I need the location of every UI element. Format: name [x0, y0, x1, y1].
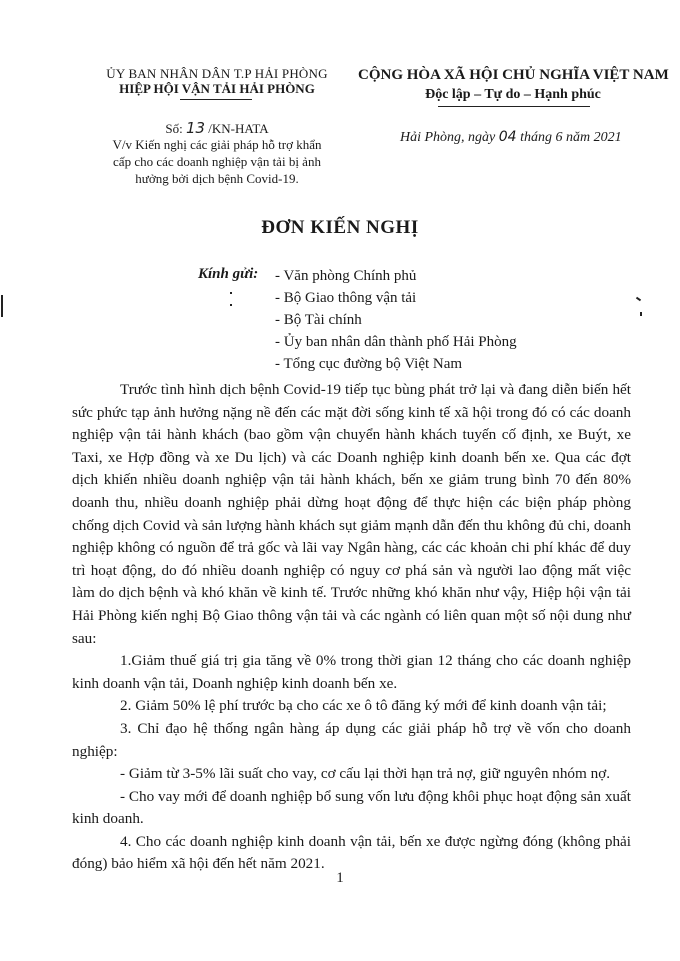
item-3a: - Giảm từ 3-5% lãi suất cho vay, cơ cấu lại thời hạn trả nợ, giữ nguyên nhóm nợ. — [120, 765, 611, 783]
document-title: ĐƠN KIẾN NGHỊ — [261, 217, 419, 238]
scan-dot — [230, 304, 232, 306]
subject — [92, 136, 342, 187]
document-number — [92, 120, 342, 137]
scan-edge-mark — [1, 295, 3, 317]
scan-dot — [230, 292, 232, 294]
item-3: 3. Chỉ đạo hệ thống ngân hàng áp dụng các giải pháp hỗ trợ về vốn cho doanh nghiệp: — [72, 719, 631, 760]
national-motto: Độc lập – Tự do – Hạnh phúc — [425, 87, 601, 102]
page-number: 1 — [336, 870, 344, 886]
item-1: 1.Giảm thuế giá trị gia tăng về 0% trong thời gian 12 tháng cho các doanh nghiệp kinh doanh vận tải, Doanh nghiệp kinh doanh bến xe. — [72, 652, 631, 692]
org-underline — [180, 99, 252, 100]
recipient-item: - Tổng cục đường bộ Việt Nam — [275, 356, 463, 372]
recipient-item: - Bộ Tài chính — [275, 312, 362, 328]
date-prefix: Hải Phòng, ngày — [400, 130, 496, 145]
motto-underline — [438, 106, 590, 107]
doc-number-handwritten: 13 — [185, 119, 206, 137]
date-suffix: tháng 6 năm 2021 — [520, 130, 622, 145]
national-title: CỘNG HÒA XÃ HỘI CHỦ NGHĨA VIỆT NAM — [358, 67, 669, 83]
document-body — [72, 379, 631, 876]
scan-mark — [640, 312, 642, 316]
org-line-2: HIỆP HỘI VẬN TẢI HẢI PHÒNG — [119, 81, 315, 96]
doc-number-suffix: /KN-HATA — [208, 121, 269, 136]
item-3b: - Cho vay mới để doanh nghiệp bổ sung vốn lưu động khôi phục hoạt động sản xuất kinh doanh. — [72, 787, 631, 828]
subject-line: V/v Kiến nghị các giải pháp hỗ trợ khẩn — [112, 137, 322, 152]
date-handwritten-day: 04 — [498, 129, 517, 145]
recipient-item: - Ủy ban nhân dân thành phố Hải Phòng — [275, 334, 517, 350]
recipient-item: - Bộ Giao thông vận tải — [275, 290, 417, 306]
recipient-item: - Văn phòng Chính phủ — [275, 268, 417, 284]
doc-number-prefix: Số: — [165, 121, 183, 136]
date-line — [400, 128, 660, 147]
intro-paragraph: Trước tình hình dịch bệnh Covid-19 tiếp tục bùng phát trở lại và đang diễn biến hết sức phức tạp ảnh hưởng nặng nề đến các mặt đời sống kinh tế xã hội trong đó có các doanh nghiệp vận tải hành khách (bao gồm vận chuyển hành khách tuyến cố định, xe Buýt, xe Taxi, xe Hợp đồng và xe Du lịch) và các Doanh nghiệp kinh doanh bến xe. Qua các đợt dịch khiến nhiều doanh nghiệp vận tải hành khách, bến xe giảm trung bình 70 đến 80% doanh thu, nhiều doanh nghiệp phải dừng hoạt động để thực hiện các biện pháp phòng chống dịch Covid và sản lượng hành khách sụt giảm mạnh dẫn đến thu không đủ chi, doanh nghiệp không có nguồn để trả gốc và lãi vay Ngân hàng, các các khoản chi phí khác để duy trì hoạt động, do đó nhiều doanh nghiệp có nguy cơ phá sản và người lao động mất việc làm do dịch bệnh và khó khăn về kinh tế. Trước những khó khăn như vậy, Hiệp hội vận tải Hải Phòng kiến nghị Bộ Giao thông vận tải và các ngành có liên quan một số nội dung như sau: — [72, 381, 631, 647]
recipients-label: Kính gửi: — [198, 266, 259, 282]
item-2: 2. Giảm 50% lệ phí trước bạ cho các xe ô tô đăng ký mới để kinh doanh vận tải; — [120, 697, 607, 715]
scan-mark — [636, 297, 641, 302]
subject-line: hưởng bởi dịch bệnh Covid-19. — [135, 171, 299, 186]
item-4: 4. Cho các doanh nghiệp kinh doanh vận tải, bến xe được ngừng đóng (không phải đóng) bảo hiểm xã hội đến hết năm 2021. — [72, 832, 631, 873]
org-line-1: ỦY BAN NHÂN DÂN T.P HẢI PHÒNG — [106, 66, 328, 81]
subject-line: cấp cho các doanh nghiệp vận tải bị ảnh — [113, 154, 321, 169]
